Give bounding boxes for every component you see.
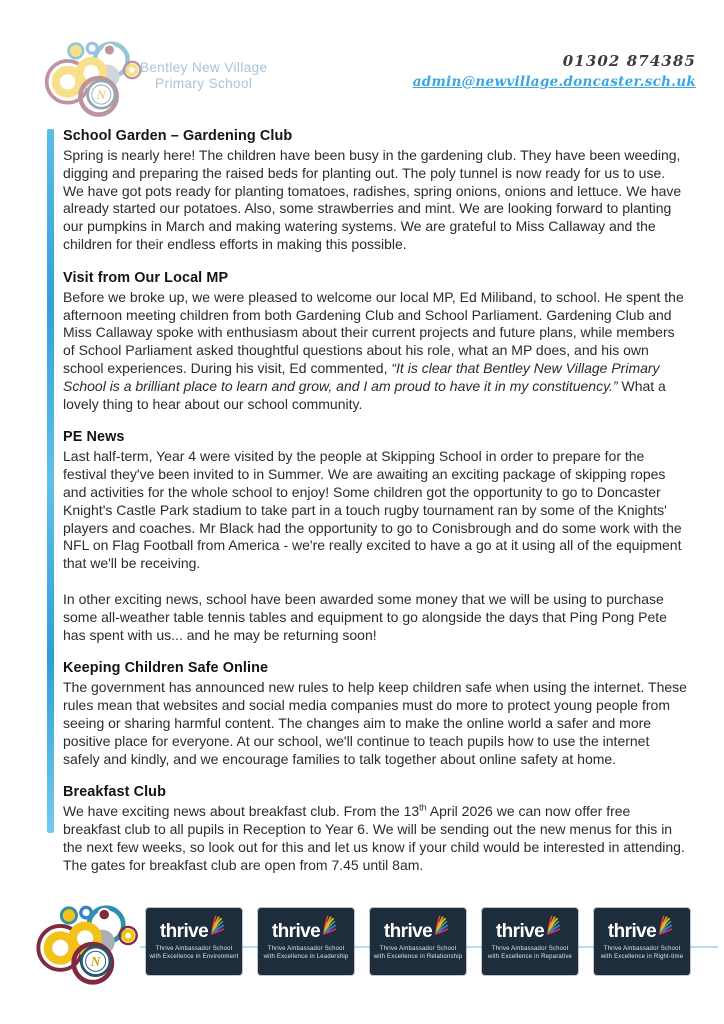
footer: [0, 900, 724, 995]
svg-text:N: N: [90, 954, 101, 970]
thrive-badge: [370, 908, 466, 975]
badge-line2: with Excellence in Leadership: [263, 953, 349, 960]
school-name-line2: Primary School: [155, 76, 253, 91]
newsletter-section: [63, 784, 687, 874]
thrive-feather-icon: [320, 914, 336, 941]
thrive-badge: [482, 908, 578, 975]
paragraph: Spring is nearly here! The children have been busy in the gardening club. They have been weeding, digging and preparing the raised beds for planting out. The poly tunnel is now ready for us to use. We have got pots ready for planting tomatoes, radishes, spring onions, onions and lettuce. We have already started our potatoes. Also, some strawberries and mint. We are looking forward to planting our pumpkins in March and making watering systems. We are grateful to Miss Callaway and the children for their endless efforts in making this possible.: [63, 147, 682, 252]
thrive-wordmark: thrive: [495, 921, 545, 942]
section-title: PE News: [63, 429, 125, 446]
thrive-badge: [594, 908, 690, 975]
badge-line2: with Excellence in Relationship: [373, 953, 463, 960]
badge-line2: with Excellence in Reparative: [487, 953, 573, 960]
thrive-wordmark: thrive: [159, 921, 209, 942]
svg-text:N: N: [96, 88, 106, 103]
thrive-brand-row: [590, 917, 690, 941]
thrive-brand-row: [478, 917, 578, 941]
newsletter-section: [63, 429, 687, 644]
badge-line1: Thrive Ambassador School: [267, 946, 345, 952]
newsletter-section: [63, 128, 687, 254]
thrive-brand-row: [254, 917, 354, 941]
thrive-feather-icon: [544, 914, 560, 941]
badge-caption: [146, 946, 242, 961]
thrive-wordmark: thrive: [383, 921, 433, 942]
paragraph: In other exciting news, school have been awarded some money that we will be using to purchase some all-weather table tennis tables and equipment to go alongside the days that Ping Pong Pete has spent with us... and he may be returning soon!: [63, 590, 667, 643]
accent-bar: [47, 129, 54, 833]
school-name-line1: Bentley New Village: [140, 60, 268, 75]
thrive-brand-row: [142, 917, 242, 941]
contact-block: [413, 52, 696, 91]
badge-caption: [482, 946, 578, 961]
paragraph: Before we broke up, we were pleased to welcome our local MP, Ed Miliband, to school. He spent the afternoon meeting children from both Gardening Club and School Parliament. Gardening Club and Miss Callaway spoke with enthusiasm about their current projects and future plans, while members of School Parliament asked thoughtful questions about his role, what an MP does, and his own school experiences. During his visit, Ed commented, “It is clear that Bentley New Village Primary School is a brilliant place to learn and grow, and I am proud to have it in my constituency.” What a lovely thing to hear about our school community.: [63, 288, 684, 412]
section-title: Breakfast Club: [63, 784, 166, 801]
school-name: [140, 60, 267, 92]
badge-line1: Thrive Ambassador School: [603, 946, 681, 952]
email-link[interactable]: admin@newvillage.doncaster.sch.uk: [412, 74, 696, 90]
badge-line1: Thrive Ambassador School: [379, 946, 457, 952]
badge-caption: [258, 946, 354, 961]
paragraph: We have exciting news about breakfast club. From the 13th April 2026 we can now offer free breakfast club to all pupils in Reception to Year 6. We will be sending out the new menus for this in the next few weeks, so look out for this and let us know if your child would be interested in attending. The gates for breakfast club are open from 7.45 until 8am.: [63, 802, 685, 873]
badge-caption: [370, 946, 466, 961]
newsletter-section: [63, 660, 687, 768]
badge-line1: Thrive Ambassador School: [491, 946, 569, 952]
thrive-badge: [258, 908, 354, 975]
badge-line1: Thrive Ambassador School: [155, 946, 233, 952]
school-logo-icon-footer: [34, 904, 142, 988]
sections: [63, 128, 687, 891]
section-title: Visit from Our Local MP: [63, 269, 229, 286]
badge-row: [146, 908, 690, 975]
phone-number: 01302 874385: [562, 52, 696, 70]
paragraph: The government has announced new rules to help keep children safe when using the internet. These rules mean that websites and social media companies must do more to protect young people from seeing or sharing harmful content. The changes aim to make the online world a safer and more positive place for everyone. At our school, we'll continue to teach pupils how to use the internet safely and kindly, and we encourage families to talk together about online safety at home.: [63, 679, 687, 767]
thrive-wordmark: thrive: [607, 921, 657, 942]
thrive-brand-row: [366, 917, 466, 941]
thrive-feather-icon: [432, 914, 448, 941]
badge-line2: with Excellence in Right-time: [600, 953, 684, 960]
section-title: Keeping Children Safe Online: [63, 660, 269, 677]
badge-caption: [594, 946, 690, 961]
thrive-badge: [146, 908, 242, 975]
thrive-feather-icon: [656, 914, 672, 941]
thrive-wordmark: thrive: [271, 921, 321, 942]
badge-line2: with Excellence in Environment: [149, 953, 239, 960]
school-logo-icon: [44, 40, 144, 120]
header: [0, 0, 724, 120]
section-title: School Garden – Gardening Club: [63, 128, 293, 144]
thrive-feather-icon: [208, 914, 224, 941]
newsletter-section: [63, 270, 687, 414]
paragraph: Last half-term, Year 4 were visited by the people at Skipping School in order to prepare for the festival they've been invited to in Summer. We are awaiting an exciting package of skipping ropes and activities for the whole school to enjoy! Some children got the opportunity to go to Doncaster Knight's Castle Park stadium to take part in a touch rugby tournament ran by some of the Knights' players and coaches. Mr Black had the opportunity to go to Conisbrough and do some work with the NFL on Flag Football from America - we're really excited to have a go at it using all of the equipment that we'll be receiving.: [63, 448, 682, 572]
